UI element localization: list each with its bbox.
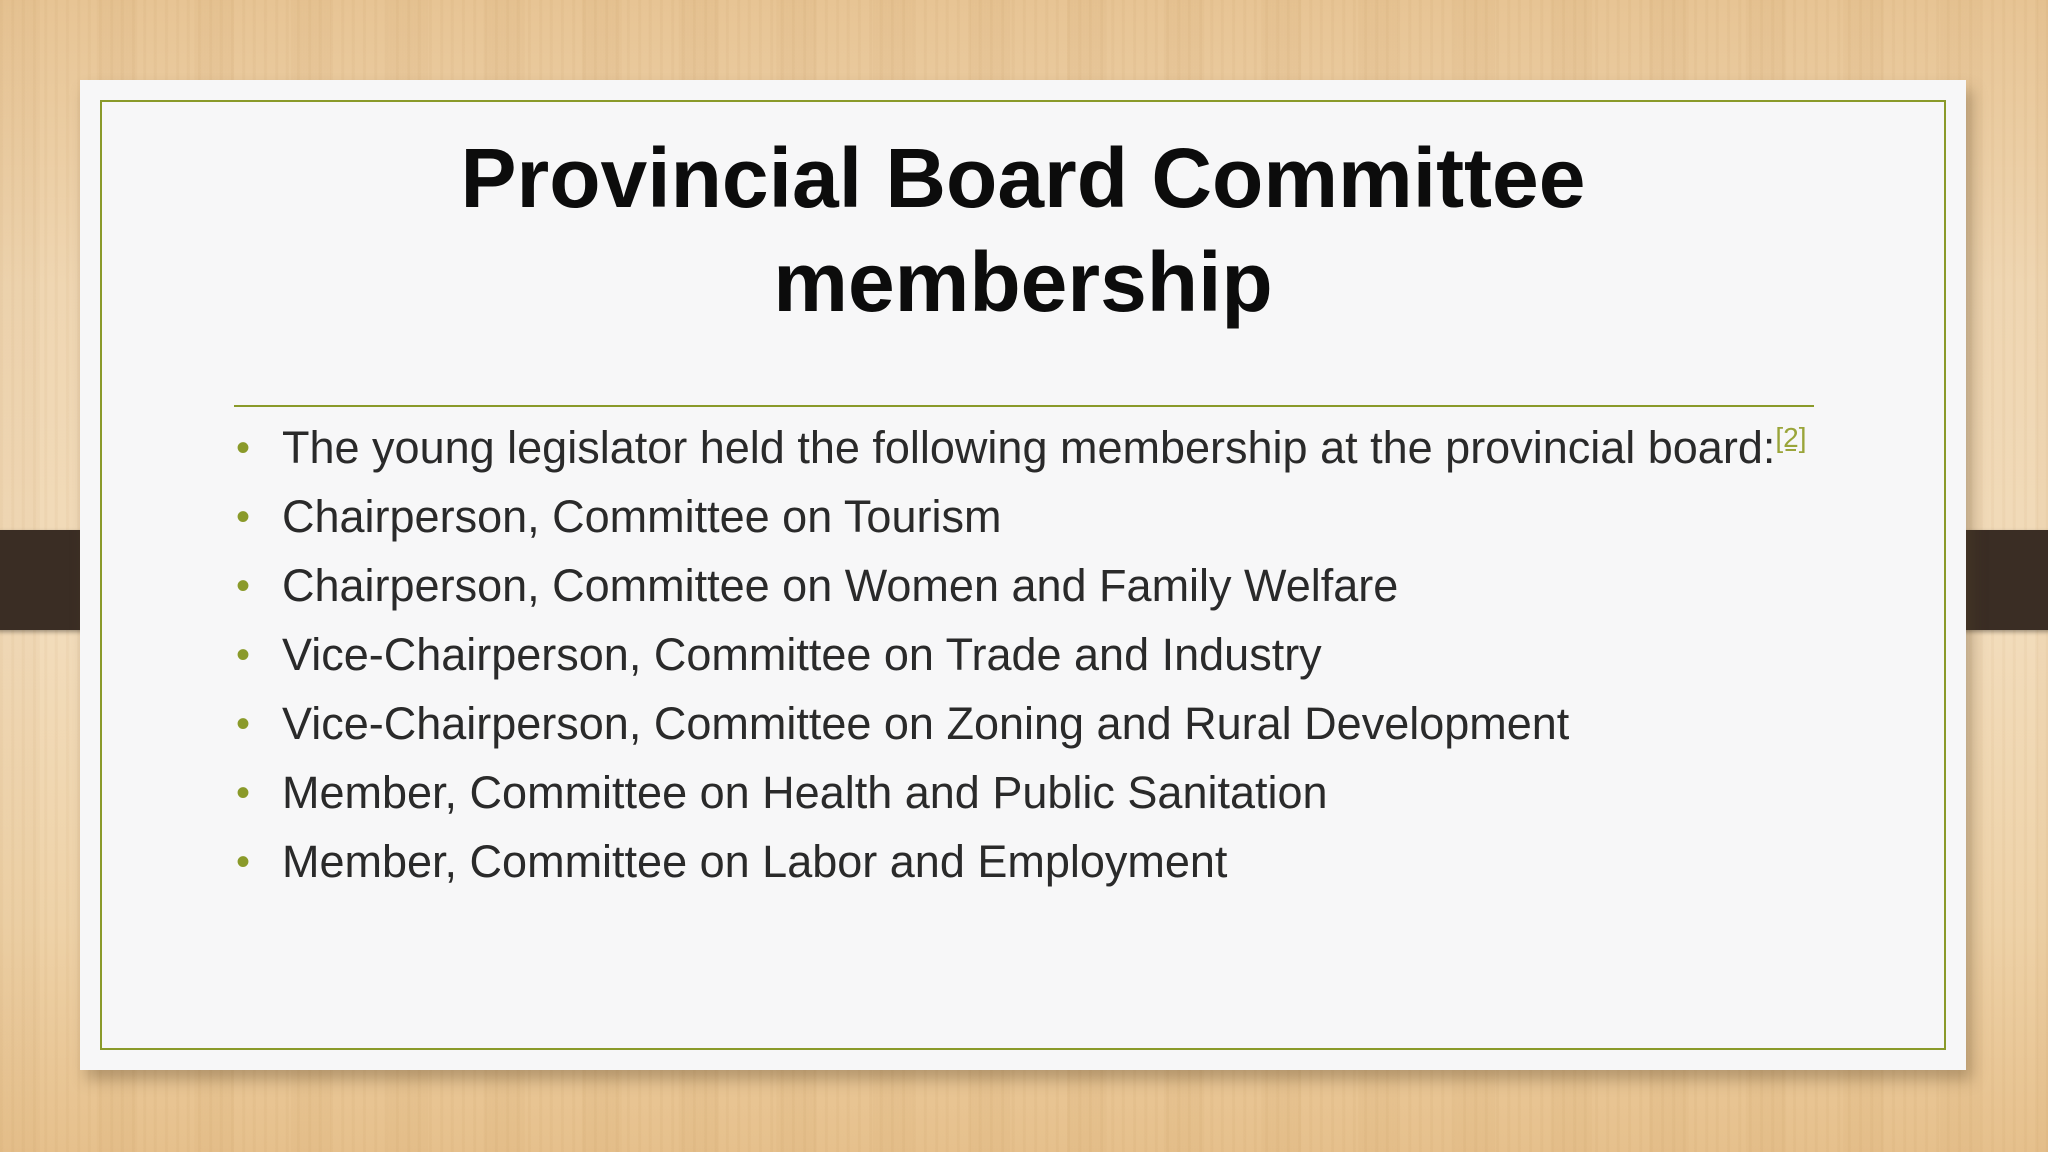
bullet-item xyxy=(234,629,1814,680)
bullet-text: Chairperson, Committee on Tourism xyxy=(282,491,1002,542)
bullet-list xyxy=(234,422,1814,909)
slide-title-line-1: Provincial Board Committee xyxy=(460,131,1586,225)
bullet-text: Vice-Chairperson, Committee on Zoning and Rural Development xyxy=(282,698,1570,749)
slide-title xyxy=(230,126,1816,334)
bullet-text: Chairperson, Committee on Women and Family Welfare xyxy=(282,560,1399,611)
bullet-text: Member, Committee on Health and Public Sanitation xyxy=(282,767,1328,818)
bullet-dot: • xyxy=(236,840,251,884)
bullet-dot: • xyxy=(236,633,251,677)
bullet-text: Vice-Chairperson, Committee on Trade and Industry xyxy=(282,629,1322,680)
bullet-dot: • xyxy=(236,426,251,470)
reference-link[interactable]: [2] xyxy=(1775,422,1807,453)
bullet-item xyxy=(234,491,1814,542)
slide-card xyxy=(80,80,1966,1070)
slide-title-line-2: membership xyxy=(773,235,1273,329)
bullet-item xyxy=(234,767,1814,818)
title-divider xyxy=(234,405,1814,407)
bullet-dot: • xyxy=(236,771,251,815)
bullet-item xyxy=(234,836,1814,887)
bullet-text: Member, Committee on Labor and Employment xyxy=(282,836,1228,887)
bullet-item xyxy=(234,560,1814,611)
bullet-dot: • xyxy=(236,495,251,539)
bullet-text: The young legislator held the following membership at the provincial board: xyxy=(282,422,1776,473)
bullet-dot: • xyxy=(236,702,251,746)
bullet-item xyxy=(234,698,1814,749)
bullet-item-intro xyxy=(234,422,1814,473)
bullet-dot: • xyxy=(236,564,251,608)
